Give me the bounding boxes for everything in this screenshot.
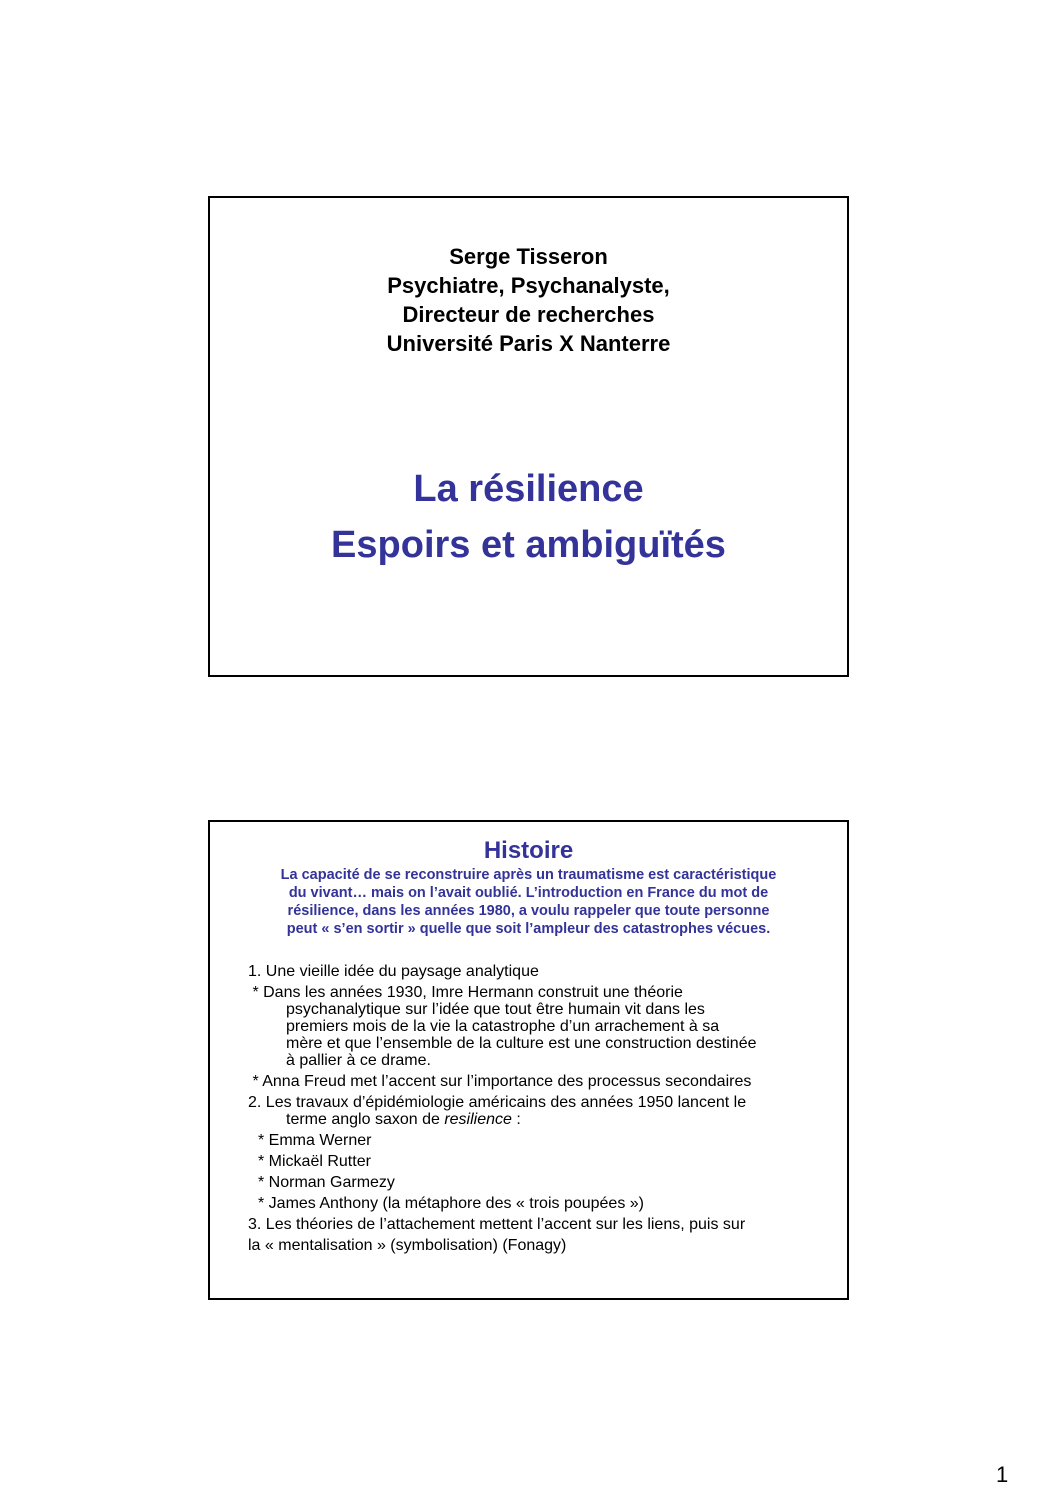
- slide-body: [248, 963, 827, 1254]
- resilience-term: resilience: [444, 1111, 512, 1128]
- title-block: [210, 461, 847, 573]
- hermann-line: à pallier à ce drame.: [286, 1052, 431, 1069]
- slide-heading: Histoire: [483, 837, 574, 864]
- item2-colon: :: [511, 1111, 521, 1128]
- author-role: Psychiatre, Psychanalyste,: [387, 273, 670, 298]
- intro-line: du vivant… mais on l’avait oublié. L’introduction en France du mot de: [288, 885, 769, 901]
- list-item-2: 2. Les travaux d’épidémiologie américains des années 1950 lancent le: [248, 1094, 747, 1111]
- intro-line: La capacité de se reconstruire après un traumatisme est caractéristique: [280, 867, 777, 883]
- list-item-2-cont: [248, 1111, 827, 1128]
- presentation-subtitle: Espoirs et ambiguïtés: [331, 524, 726, 566]
- list-item-1: 1. Une vieille idée du paysage analytique: [248, 963, 539, 980]
- history-slide: [208, 820, 849, 1300]
- slide-intro: [250, 866, 807, 938]
- name-bullet: * Mickaël Rutter: [258, 1153, 371, 1170]
- page-number: 1: [996, 1462, 1009, 1487]
- name-bullet: * James Anthony (la métaphore des « trois poupées »): [258, 1195, 644, 1212]
- item2-text: terme anglo saxon de: [286, 1111, 445, 1128]
- list-item-3: 3. Les théories de l’attachement mettent l’accent sur les liens, puis sur: [248, 1216, 746, 1233]
- freud-bullet: * Anna Freud met l’accent sur l’importance des processus secondaires: [248, 1073, 752, 1090]
- presentation-title: La résilience: [413, 468, 644, 510]
- author-block: [210, 242, 847, 358]
- author-affiliation: Université Paris X Nanterre: [386, 331, 671, 356]
- author-name: Serge Tisseron: [449, 244, 608, 269]
- intro-line: résilience, dans les années 1980, a voulu rappeler que toute personne: [287, 903, 770, 919]
- author-position: Directeur de recherches: [402, 302, 655, 327]
- hermann-line: mère et que l’ensemble de la culture est une construction destinée: [286, 1035, 757, 1052]
- title-slide: [208, 196, 849, 677]
- list-item-3-cont: la « mentalisation » (symbolisation) (Fonagy): [248, 1237, 567, 1254]
- intro-line: peut « s’en sortir » quelle que soit l’ampleur des catastrophes vécues.: [286, 921, 771, 937]
- hermann-line: psychanalytique sur l’idée que tout être humain vit dans les: [286, 1001, 705, 1018]
- hermann-bullet: * Dans les années 1930, Imre Hermann construit une théorie: [248, 984, 683, 1001]
- name-bullet: * Emma Werner: [258, 1132, 372, 1149]
- name-bullet: * Norman Garmezy: [258, 1174, 395, 1191]
- hermann-line: premiers mois de la vie la catastrophe d’un arrachement à sa: [286, 1018, 720, 1035]
